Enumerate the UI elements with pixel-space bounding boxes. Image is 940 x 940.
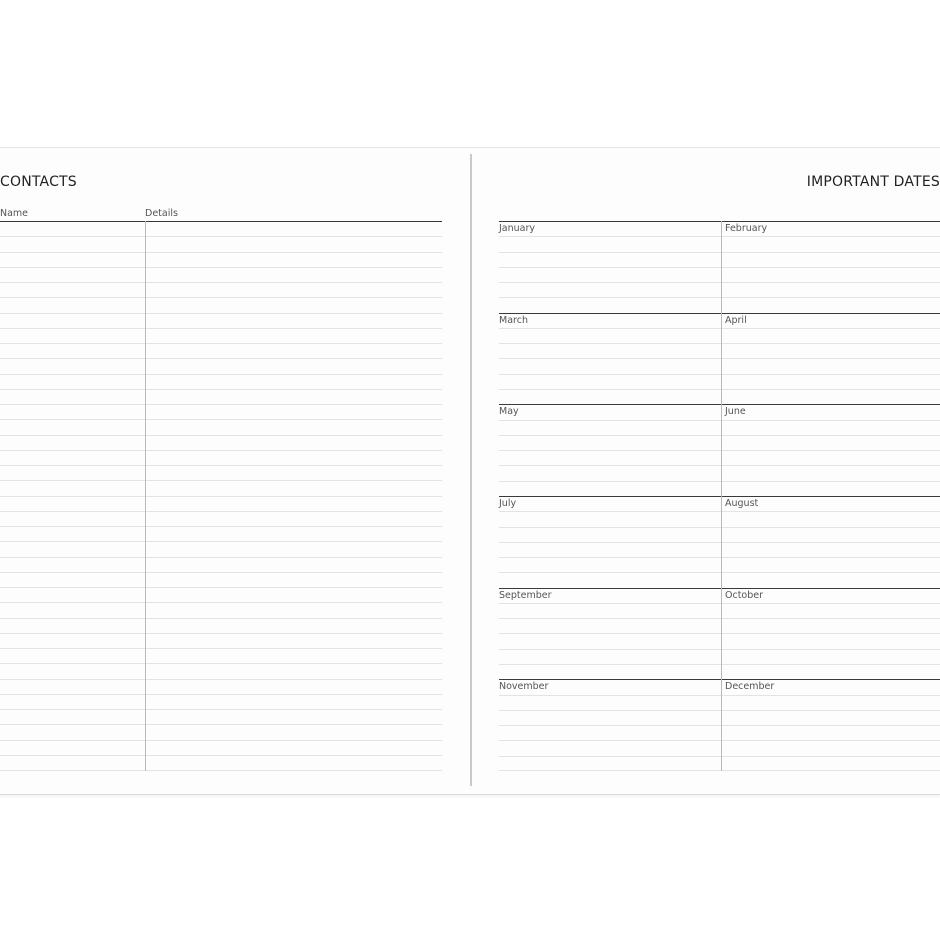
- month-label-may: May: [499, 406, 519, 417]
- month-label-february: February: [725, 223, 768, 234]
- important-dates-page-title: IMPORTANT DATES: [806, 174, 940, 190]
- month-label-june: June: [725, 406, 746, 417]
- important-dates-grid: [499, 221, 940, 771]
- month-label-november: November: [499, 681, 549, 692]
- month-label-august: August: [725, 498, 759, 509]
- open-planner-spread: [0, 147, 940, 795]
- contacts-column-divider: [145, 221, 146, 771]
- book-spine: [470, 154, 472, 786]
- contacts-table: [0, 221, 442, 771]
- month-label-april: April: [725, 315, 747, 326]
- month-label-december: December: [725, 681, 775, 692]
- contacts-page-title: CONTACTS: [0, 174, 77, 190]
- month-label-march: March: [499, 315, 528, 326]
- month-label-october: October: [725, 590, 764, 601]
- dates-column-divider: [721, 221, 722, 771]
- month-label-september: September: [499, 590, 552, 601]
- month-label-january: January: [499, 223, 536, 234]
- name-column-header: Name: [0, 208, 29, 219]
- month-label-july: July: [499, 498, 517, 509]
- contacts-ruled-lines: [0, 221, 442, 771]
- dates-ruled-lines: [499, 221, 940, 771]
- details-column-header: Details: [145, 208, 178, 219]
